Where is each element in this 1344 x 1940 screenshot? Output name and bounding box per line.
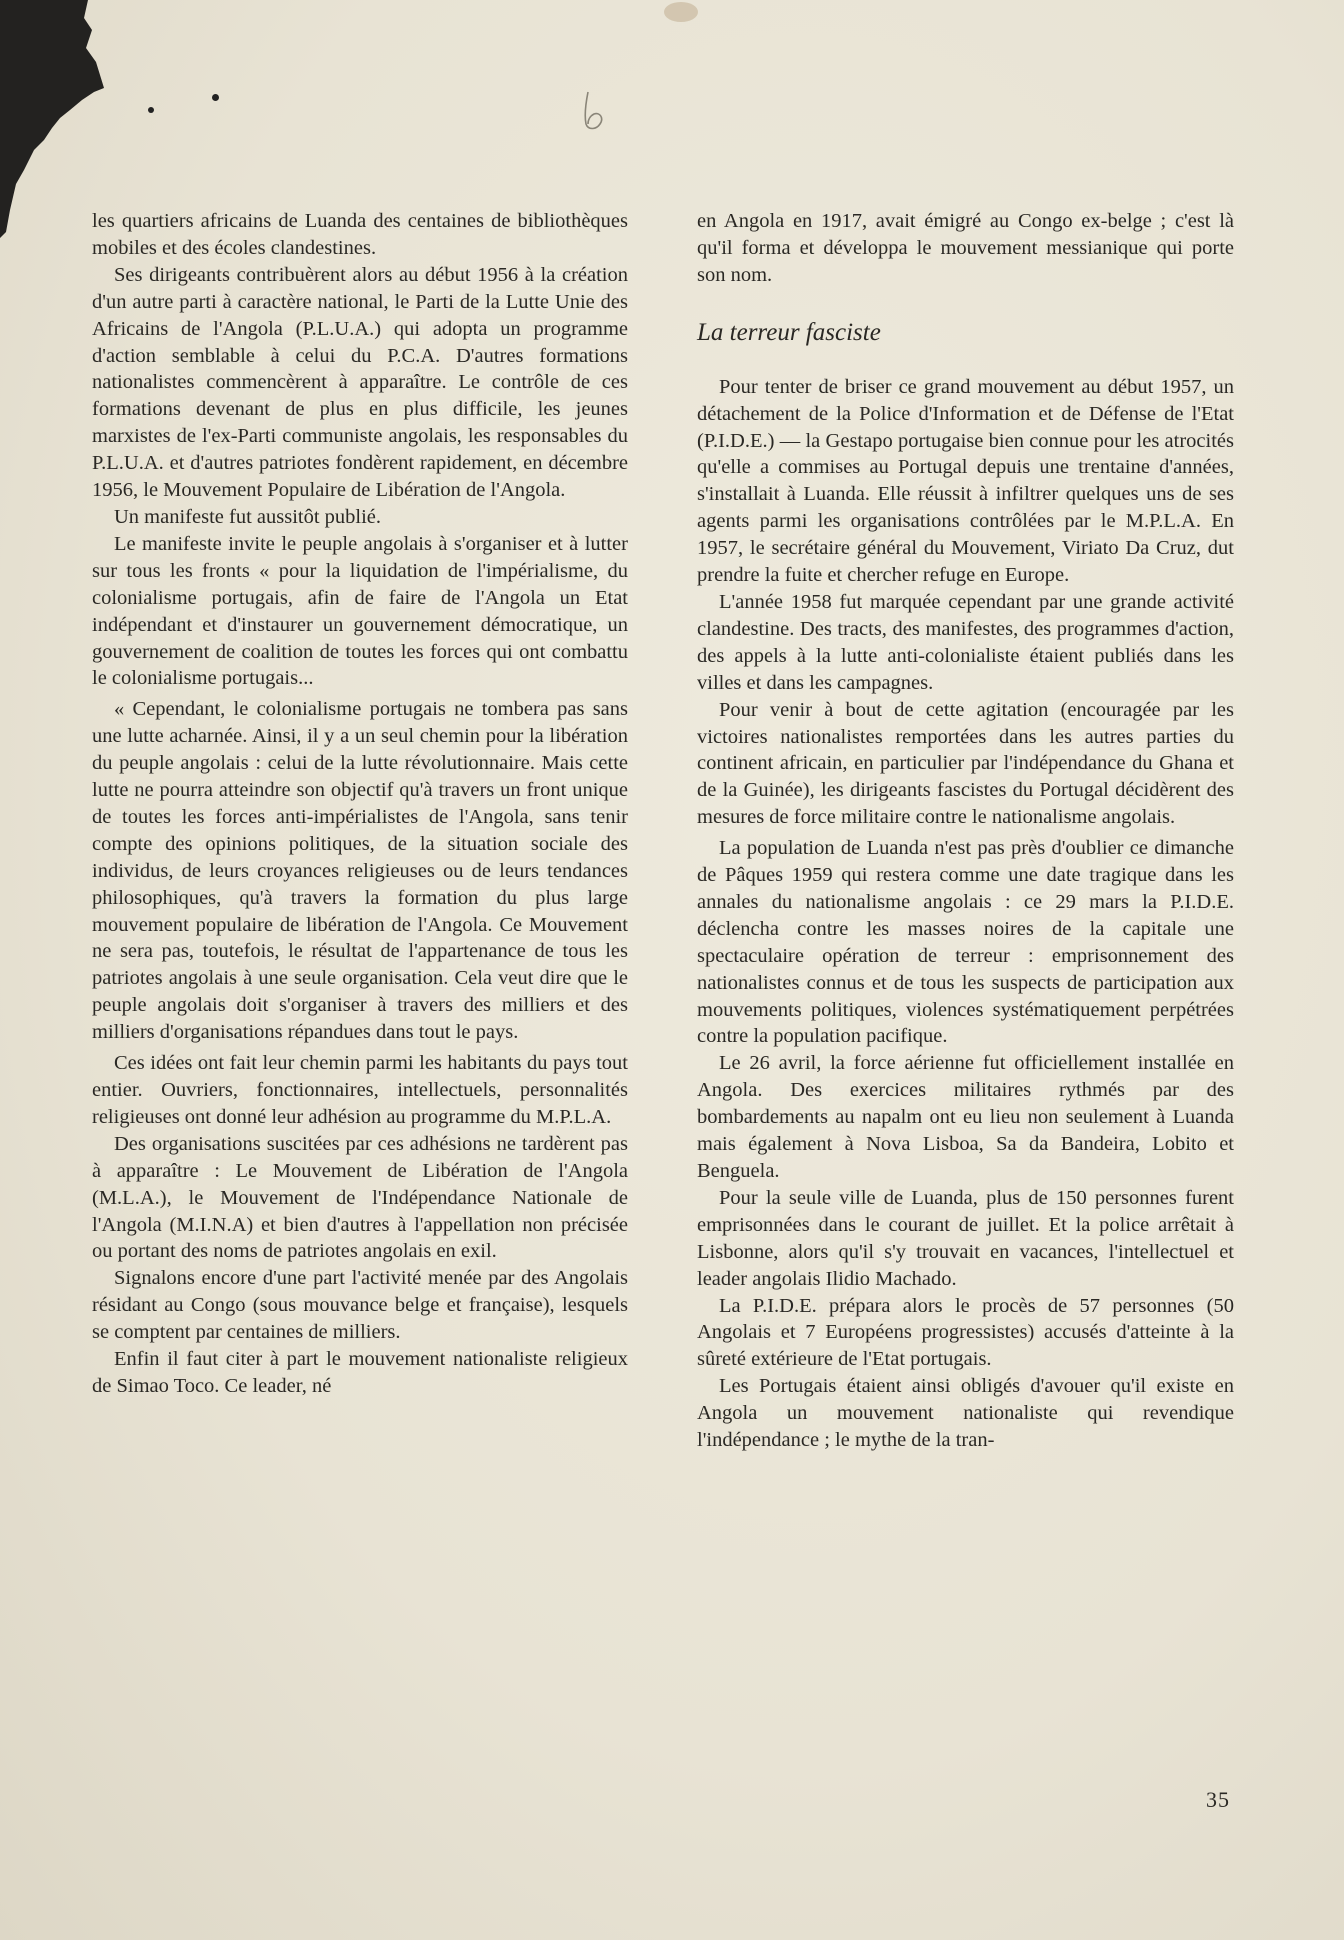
paragraph: Des organisations suscitées par ces adhésions ne tardèrent pas à apparaître : Le Mouvement de Libération de l'Angola (M.L.A.), le Mouvement de l'Indépendance Nationale de l'Angola (M.I.N.A) et bien d'autres à l'appellation non précisée ou portant des noms de patriotes angolais en exil.	[92, 1132, 628, 1263]
paragraph: Un manifeste fut aussitôt publié.	[114, 505, 382, 528]
ink-speck	[212, 94, 219, 101]
paragraph: Pour la seule ville de Luanda, plus de 150 personnes furent emprisonnées dans le courant de juillet. Et la police arrêtait à Lisbonne, alors qu'il s'y trouvait en vacances, l'intellectuel et leader angolais Ilidio Machado.	[697, 1186, 1234, 1290]
paragraph: les quartiers africains de Luanda des centaines de bibliothèques mobiles et des écoles clandestines.	[92, 210, 628, 259]
paragraph: Enfin il faut citer à part le mouvement nationaliste religieux de Simao Toco. Ce leader, né	[92, 1348, 628, 1397]
left-column	[92, 208, 628, 1400]
paragraph: Ses dirigeants contribuèrent alors au début 1956 à la création d'un autre parti à caractère national, le Parti de la Lutte Unie des Africains de l'Angola (P.L.U.A.) qui adopta un programme d'action semblable à celui du P.C.A. D'autres formations nationalistes commencèrent à apparaître. Le contrôle de ces formations devenant de plus en plus difficile, les jeunes marxistes de l'ex-Parti communiste angolais, les responsables du P.L.U.A. et d'autres patriotes fondèrent rapidement, en décembre 1956, le Mouvement Populaire de Libération de l'Angola.	[92, 263, 628, 502]
paragraph: La P.I.D.E. prépara alors le procès de 57 personnes (50 Angolais et 7 Européens progressistes) accusés d'atteinte à la sûreté extérieure de l'Etat portugais.	[697, 1294, 1234, 1371]
paragraph: en Angola en 1917, avait émigré au Congo ex-belge ; c'est là qu'il forma et développa le mouvement messianique qui porte son nom.	[697, 210, 1234, 286]
right-column	[697, 208, 1234, 1454]
paragraph: « Cependant, le colonialisme portugais ne tombera pas sans une lutte acharnée. Ainsi, il y a un seul chemin pour la libération du peuple angolais : celui de la lutte révolutionnaire. Mais cette lutte ne pourra atteindre son objectif qu'à travers un front unique de toutes les forces anti-impérialistes de l'Angola, sans tenir compte des opinions politiques, de la situation sociale des individus, de leurs croyances religieuses ou de leurs tendances philosophiques, qu'à travers la formation du plus large mouvement populaire de libération de l'Angola. Ce Mouvement ne sera pas, toutefois, le résultat de l'appartenance de tous les patriotes angolais à une seule organisation. Cela veut dire que le peuple angolais doit s'organiser à travers des milliers et des milliers d'organisations répandues dans tout le pays.	[92, 698, 628, 1044]
paragraph: La population de Luanda n'est pas près d'oublier ce dimanche de Pâques 1959 qui restera comme une date tragique dans les annales du nationalisme angolais : ce 29 mars la P.I.D.E. déclencha contre les masses noires de la capitale une spectaculaire opération de terreur : emprisonnement des nationalistes connus et de tous les suspects de participation aux mouvements politiques, violences systématiquement perpétrées contre la population pacifique.	[697, 837, 1234, 1048]
paragraph: Les Portugais étaient ainsi obligés d'avouer qu'il existe en Angola un mouvement nationaliste qui revendique l'indépendance ; le mythe de la tran-	[697, 1375, 1234, 1452]
paragraph: Ces idées ont fait leur chemin parmi les habitants du pays tout entier. Ouvriers, fonctionnaires, intellectuels, personnalités religieuses ont donné leur adhésion au programme du M.P.L.A.	[92, 1052, 628, 1128]
paragraph: Le 26 avril, la force aérienne fut officiellement installée en Angola. Des exercices militaires rythmés par des bombardements au napalm ont eu lieu non seulement à Luanda mais également à Nova Lisboa, Sa da Bandeira, Lobito et Benguela.	[697, 1052, 1234, 1182]
torn-corner	[0, 0, 120, 240]
paper-stain	[664, 2, 698, 22]
paragraph: Signalons encore d'une part l'activité menée par des Angolais résidant au Congo (sous mouvance belge et française), lesquels se comptent par centaines de milliers.	[92, 1267, 628, 1344]
paragraph: L'année 1958 fut marquée cependant par une grande activité clandestine. Des tracts, des manifestes, des programmes d'action, des appels à la lutte anti-colonialiste étaient publiés dans les villes et dans les campagnes.	[697, 590, 1234, 694]
handwritten-mark	[566, 88, 612, 134]
paragraph: Pour tenter de briser ce grand mouvement au début 1957, un détachement de la Police d'Information et de Défense de l'Etat (P.I.D.E.) — la Gestapo portugaise bien connue pour les atrocités qu'elle a commises au Portugal depuis une trentaine d'années, s'installait à Luanda. Elle réussit à infiltrer quelques uns de ses agents parmi les organisations contrôlées par le M.P.L.A. En 1957, le secrétaire général du Mouvement, Viriato Da Cruz, dut prendre la fuite et chercher refuge en Europe.	[697, 375, 1234, 587]
page-number: 35	[1206, 1787, 1230, 1812]
ink-speck	[148, 107, 154, 113]
paragraph: Pour venir à bout de cette agitation (encouragée par les victoires nationalistes remportées dans les autres parties du continent africain, en particulier par l'indépendance du Ghana et de la Guinée), les dirigeants fascistes du Portugal décidèrent des mesures de force militaire contre le nationalisme angolais.	[697, 698, 1234, 829]
section-heading: La terreur fasciste	[697, 318, 881, 346]
paragraph: Le manifeste invite le peuple angolais à s'organiser et à lutter sur tous les fronts « pour la liquidation de l'impérialisme, du colonialisme portugais, afin de faire de l'Angola un Etat indépendant et d'instaurer un gouvernement démocratique, un gouvernement de coalition de toutes les forces qui ont combattu le colonialisme portugais...	[92, 532, 628, 690]
